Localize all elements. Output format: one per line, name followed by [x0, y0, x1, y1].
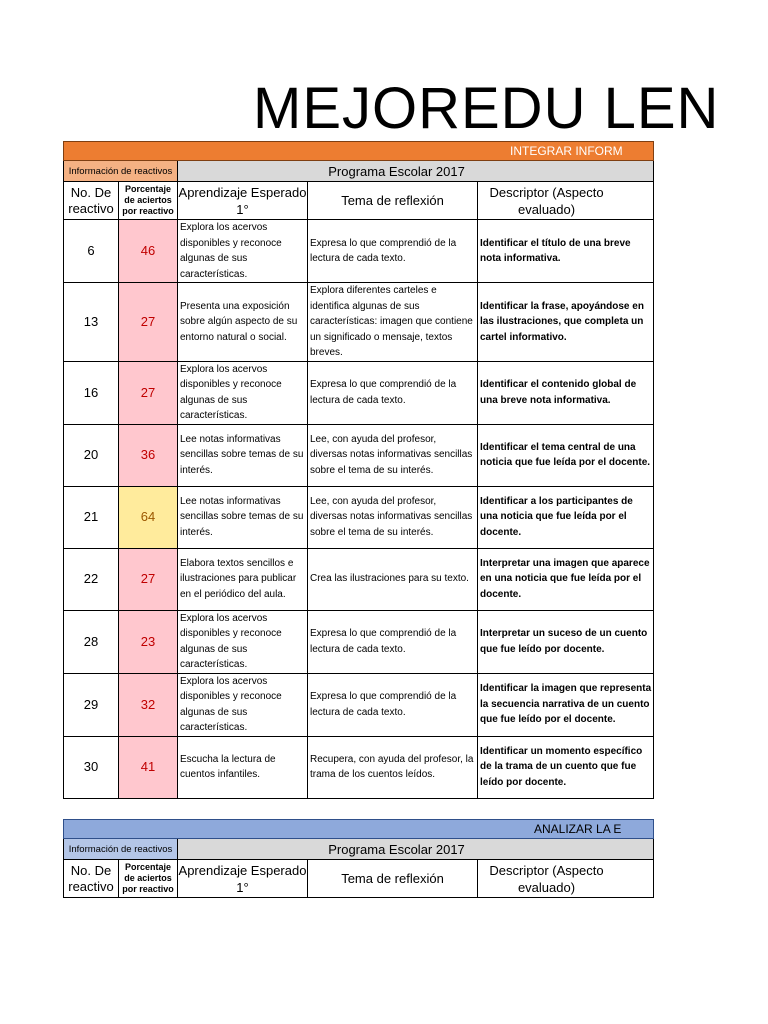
- info-label: Información de reactivos: [64, 839, 178, 860]
- table-header: [64, 860, 654, 898]
- reactivo-number: 28: [64, 610, 119, 673]
- table-row: [64, 736, 654, 798]
- aprendizaje-esperado: Lee notas informativas sencillas sobre temas de su interés.: [178, 424, 308, 486]
- descriptor: Identificar el tema central de una noticia que fue leída por el docente.: [478, 424, 654, 486]
- table-row: [64, 424, 654, 486]
- percent-correct: 41: [119, 736, 178, 798]
- col-header-tema: Tema de reflexión: [308, 860, 478, 898]
- table-row: [64, 610, 654, 673]
- reactivo-number: 30: [64, 736, 119, 798]
- percent-correct: 64: [119, 486, 178, 548]
- tema-reflexion: Expresa lo que comprendió de la lectura de cada texto.: [308, 220, 478, 283]
- aprendizaje-esperado: Lee notas informativas sencillas sobre temas de su interés.: [178, 486, 308, 548]
- percent-correct: 23: [119, 610, 178, 673]
- table-row: [64, 673, 654, 736]
- percent-correct: 27: [119, 548, 178, 610]
- tema-reflexion: Expresa lo que comprendió de la lectura de cada texto.: [308, 361, 478, 424]
- descriptor: Interpretar una imagen que aparece en una noticia que fue leída por el docente.: [478, 548, 654, 610]
- descriptor: Identificar el contenido global de una breve nota informativa.: [478, 361, 654, 424]
- descriptor: Interpretar un suceso de un cuento que fue leído por docente.: [478, 610, 654, 673]
- percent-correct: 36: [119, 424, 178, 486]
- reactivo-number: 21: [64, 486, 119, 548]
- col-header-pct: Porcentaje de aciertos por reactivo: [119, 860, 178, 898]
- info-label: Información de reactivos: [64, 161, 178, 182]
- section-band: [64, 142, 654, 161]
- percent-correct: 27: [119, 283, 178, 362]
- descriptor: Identificar la frase, apoyándose en las ilustraciones, que completa un cartel informativo.: [478, 283, 654, 362]
- results-table-analizar: [63, 819, 622, 898]
- descriptor: Identificar el título de una breve nota informativa.: [478, 220, 654, 283]
- tema-reflexion: Crea las ilustraciones para su texto.: [308, 548, 478, 610]
- results-table-integrar: [63, 141, 652, 799]
- tema-reflexion: Lee, con ayuda del profesor, diversas notas informativas sencillas sobre el tema de su interés.: [308, 424, 478, 486]
- aprendizaje-esperado: Explora los acervos disponibles y reconoce algunas de sus características.: [178, 610, 308, 673]
- reactivo-number: 22: [64, 548, 119, 610]
- tema-reflexion: Lee, con ayuda del profesor, diversas notas informativas sencillas sobre el tema de su interés.: [308, 486, 478, 548]
- reactivo-number: 29: [64, 673, 119, 736]
- col-header-pct: Porcentaje de aciertos por reactivo: [119, 182, 178, 220]
- tema-reflexion: Expresa lo que comprendió de la lectura de cada texto.: [308, 610, 478, 673]
- reactivo-number: 16: [64, 361, 119, 424]
- table-row: [64, 548, 654, 610]
- aprendizaje-esperado: Escucha la lectura de cuentos infantiles.: [178, 736, 308, 798]
- table-subheader: [64, 839, 654, 860]
- section-band-label: INTEGRAR INFORM: [64, 142, 654, 161]
- reactivo-number: 13: [64, 283, 119, 362]
- table-subheader: [64, 161, 654, 182]
- descriptor: Identificar a los participantes de una noticia que fue leída por el docente.: [478, 486, 654, 548]
- col-header-aprendizaje: Aprendizaje Esperado 1°: [178, 182, 308, 220]
- descriptor: Identificar un momento específico de la trama de un cuento que fue leído por docente.: [478, 736, 654, 798]
- program-label: Programa Escolar 2017: [178, 839, 654, 860]
- aprendizaje-esperado: Presenta una exposición sobre algún aspecto de su entorno natural o social.: [178, 283, 308, 362]
- percent-correct: 32: [119, 673, 178, 736]
- tema-reflexion: Explora diferentes carteles e identifica algunas de sus características: imagen que contiene un significado o mensaje, textos breves.: [308, 283, 478, 362]
- aprendizaje-esperado: Explora los acervos disponibles y reconoce algunas de sus características.: [178, 361, 308, 424]
- col-header-descriptor: Descriptor (Aspecto evaluado): [478, 182, 654, 220]
- col-header-no: No. De reactivo: [64, 860, 119, 898]
- program-label: Programa Escolar 2017: [178, 161, 654, 182]
- tema-reflexion: Recupera, con ayuda del profesor, la trama de los cuentos leídos.: [308, 736, 478, 798]
- percent-correct: 46: [119, 220, 178, 283]
- aprendizaje-esperado: Explora los acervos disponibles y reconoce algunas de sus características.: [178, 673, 308, 736]
- page-title: MEJOREDU LEN: [253, 76, 720, 141]
- reactivo-number: 6: [64, 220, 119, 283]
- table-header: [64, 182, 654, 220]
- section-band: [64, 820, 654, 839]
- section-band-label: ANALIZAR LA E: [64, 820, 654, 839]
- reactivo-number: 20: [64, 424, 119, 486]
- percent-correct: 27: [119, 361, 178, 424]
- tema-reflexion: Expresa lo que comprendió de la lectura de cada texto.: [308, 673, 478, 736]
- aprendizaje-esperado: Elabora textos sencillos e ilustraciones para publicar en el periódico del aula.: [178, 548, 308, 610]
- descriptor: Identificar la imagen que representa la secuencia narrativa de un cuento que fue leído por el docente.: [478, 673, 654, 736]
- aprendizaje-esperado: Explora los acervos disponibles y reconoce algunas de sus características.: [178, 220, 308, 283]
- col-header-no: No. De reactivo: [64, 182, 119, 220]
- col-header-aprendizaje: Aprendizaje Esperado 1°: [178, 860, 308, 898]
- table-row: [64, 486, 654, 548]
- col-header-tema: Tema de reflexión: [308, 182, 478, 220]
- table-row: [64, 283, 654, 362]
- table-row: [64, 220, 654, 283]
- col-header-descriptor: Descriptor (Aspecto evaluado): [478, 860, 654, 898]
- table-row: [64, 361, 654, 424]
